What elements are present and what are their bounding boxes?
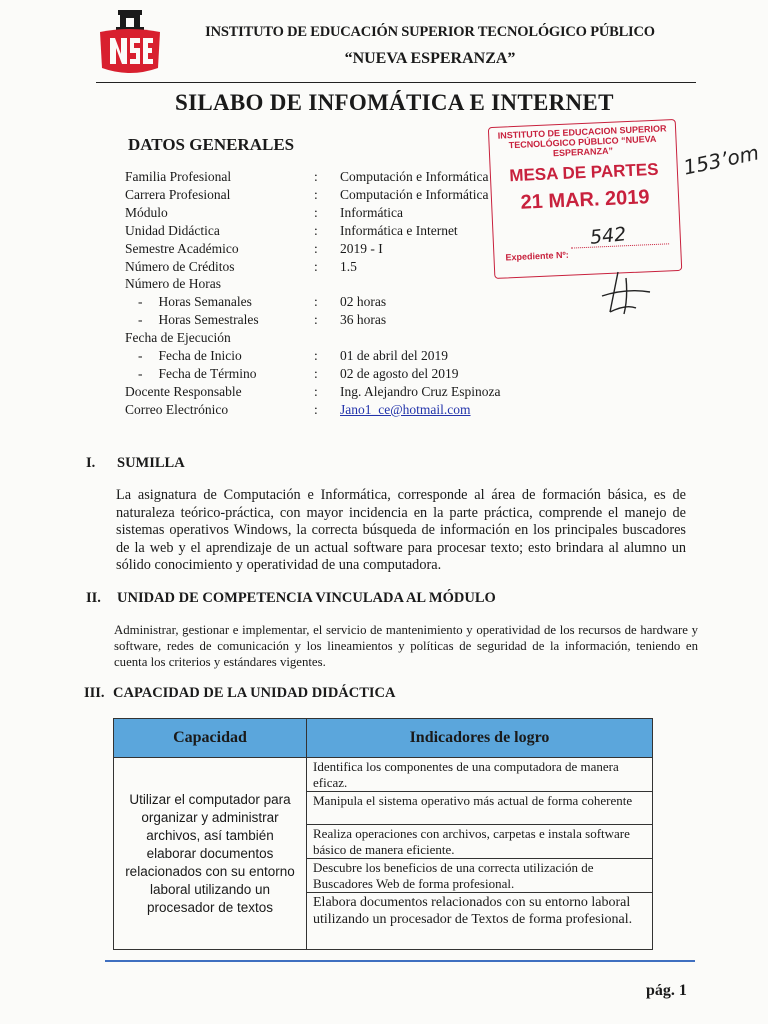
indicador-cell: Realiza operaciones con archivos, carpetas e instala software básico de manera eficiente. xyxy=(307,825,653,859)
datos-colon: : xyxy=(314,365,318,381)
datos-value: 2019 - I xyxy=(340,240,383,256)
datos-generales-heading: DATOS GENERALES xyxy=(128,135,295,154)
datos-colon: : xyxy=(314,383,318,399)
datos-colon: : xyxy=(314,294,318,310)
indicador-cell: Descubre los beneficios de una correcta utilización de Buscadores Web de forma profesional. xyxy=(307,859,653,893)
datos-label-text: Familia Profesional xyxy=(125,169,232,184)
stamp-date: 21 MAR. 2019 xyxy=(520,186,650,214)
section-3-numeral: III. xyxy=(84,685,105,701)
datos-colon: : xyxy=(314,222,318,238)
datos-label-text: Fecha de Inicio xyxy=(158,348,242,363)
datos-value: Ing. Alejandro Cruz Espinoza xyxy=(340,383,501,399)
datos-value: Computación e Informática xyxy=(340,169,489,184)
section-2-numeral: II. xyxy=(86,590,101,606)
handwritten-note: 153’om xyxy=(681,140,761,180)
datos-colon: : xyxy=(314,204,318,220)
competencia-text: Administrar, gestionar e implementar, el servicio de mantenimiento y operatividad de los recursos de hardware y software, redes de comunicación y los lineamientos y políticas de seguridad de la información, teniendo en cuenta los criterios y estándares vigentes. xyxy=(114,623,698,669)
capacity-table xyxy=(113,718,653,950)
datos-value: Informática e Internet xyxy=(340,222,458,238)
table-row xyxy=(114,758,653,792)
handwritten-signature xyxy=(596,268,656,323)
datos-label xyxy=(125,168,231,186)
institution-logo xyxy=(96,8,164,78)
capacity-table-header xyxy=(114,719,653,758)
datos-value: Informática xyxy=(340,204,403,220)
datos-colon: : xyxy=(314,169,318,184)
datos-label xyxy=(125,383,242,401)
footer-divider xyxy=(105,960,695,962)
stamp-expediente-label: Expediente Nº: xyxy=(505,249,569,263)
indicador-cell: Manipula el sistema operativo más actual de forma coherente xyxy=(307,792,653,825)
indicador-cell: Elabora documentos relacionados con su entorno laboral utilizando un procesador de Textos de forma profesional. xyxy=(307,893,653,950)
datos-label xyxy=(125,204,168,222)
datos-label-text: Fecha de Ejecución xyxy=(125,330,231,346)
datos-label xyxy=(125,240,239,258)
datos-label xyxy=(125,258,234,276)
datos-value: 36 horas xyxy=(340,312,387,328)
bullet-dash: - xyxy=(138,294,143,310)
sumilla-text: La asignatura de Computación e Informática, corresponde al área de formación básica, es de naturaleza teórico-práctica, con mayor incidencia en la parte práctica, comprende el manejo de sistemas operativos Windows, la correcta búsqueda de información en los principales buscadores de la web y el aprendizaje de un actual software para procesar texto; esto brindara al alumno un sólido conocimiento y operatividad de una computadora. xyxy=(116,487,686,574)
datos-label-text: Horas Semanales xyxy=(158,294,252,310)
datos-value: 01 de abril del 2019 xyxy=(340,348,448,363)
document-title: SILABO DE INFOMÁTICA E INTERNET xyxy=(175,90,614,115)
datos-colon: : xyxy=(314,401,318,417)
datos-label xyxy=(138,347,242,365)
institution-name: INSTITUTO DE EDUCACIÓN SUPERIOR TECNOLÓGICO PÚBLICO xyxy=(205,24,655,40)
page-number: pág. 1 xyxy=(646,982,687,999)
datos-label-text: Fecha de Término xyxy=(158,365,257,381)
section-3-title: CAPACIDAD DE LA UNIDAD DIDÁCTICA xyxy=(113,685,396,701)
bullet-dash: - xyxy=(138,365,143,381)
datos-label-text: Horas Semestrales xyxy=(158,312,259,328)
section-2-title: UNIDAD DE COMPETENCIA VINCULADA AL MÓDULO xyxy=(117,590,496,606)
header-divider xyxy=(96,82,696,83)
reception-stamp xyxy=(488,119,680,277)
datos-colon: : xyxy=(314,348,318,363)
section-1-numeral: I. xyxy=(86,455,96,471)
datos-label-text: Carrera Profesional xyxy=(125,186,231,202)
handwritten-expediente-number: 542 xyxy=(588,223,628,249)
datos-value: 02 horas xyxy=(340,294,387,310)
header-capacidad: Capacidad xyxy=(114,719,307,758)
datos-label xyxy=(125,186,230,204)
datos-label xyxy=(138,293,252,311)
stamp-institution: INSTITUTO DE EDUCACION SUPERIOR TECNOLÓGICO PÚBLICO “NUEVA ESPERANZA” xyxy=(497,123,667,159)
stamp-office: MESA DE PARTES xyxy=(508,159,659,186)
datos-label-text: Correo Electrónico xyxy=(125,401,229,417)
datos-label xyxy=(125,329,231,347)
bullet-dash: - xyxy=(138,312,143,328)
datos-label-text: Número de Horas xyxy=(125,276,221,292)
datos-label xyxy=(125,275,221,293)
datos-value: Computación e Informática xyxy=(340,186,489,202)
datos-label xyxy=(138,311,259,329)
datos-label-text: Semestre Académico xyxy=(125,240,239,256)
datos-label xyxy=(125,222,220,240)
email-link[interactable]: Jano1_ce@hotmail.com xyxy=(340,401,471,417)
section-1-title: SUMILLA xyxy=(117,455,185,471)
datos-colon: : xyxy=(314,240,318,256)
capacidad-cell: Utilizar el computador para organizar y administrar archivos, así también elaborar documentos relacionados con su entorno laboral utilizando un procesador de textos xyxy=(114,758,307,950)
datos-colon: : xyxy=(314,258,318,274)
datos-label-text: Unidad Didáctica xyxy=(125,222,220,238)
indicador-cell: Identifica los componentes de una computadora de manera eficaz. xyxy=(307,758,653,792)
datos-colon: : xyxy=(314,312,318,328)
institution-subtitle: “NUEVA ESPERANZA” xyxy=(344,50,516,67)
datos-value: 1.5 xyxy=(340,258,357,274)
datos-colon: : xyxy=(314,186,318,202)
datos-label-text: Módulo xyxy=(125,204,168,220)
datos-value: 02 de agosto del 2019 xyxy=(340,365,459,381)
datos-label xyxy=(138,365,256,383)
header-indicadores: Indicadores de logro xyxy=(307,719,653,758)
datos-label xyxy=(125,401,228,419)
bullet-dash: - xyxy=(138,348,143,363)
datos-label-text: Número de Créditos xyxy=(125,258,235,274)
datos-label-text: Docente Responsable xyxy=(125,383,242,399)
